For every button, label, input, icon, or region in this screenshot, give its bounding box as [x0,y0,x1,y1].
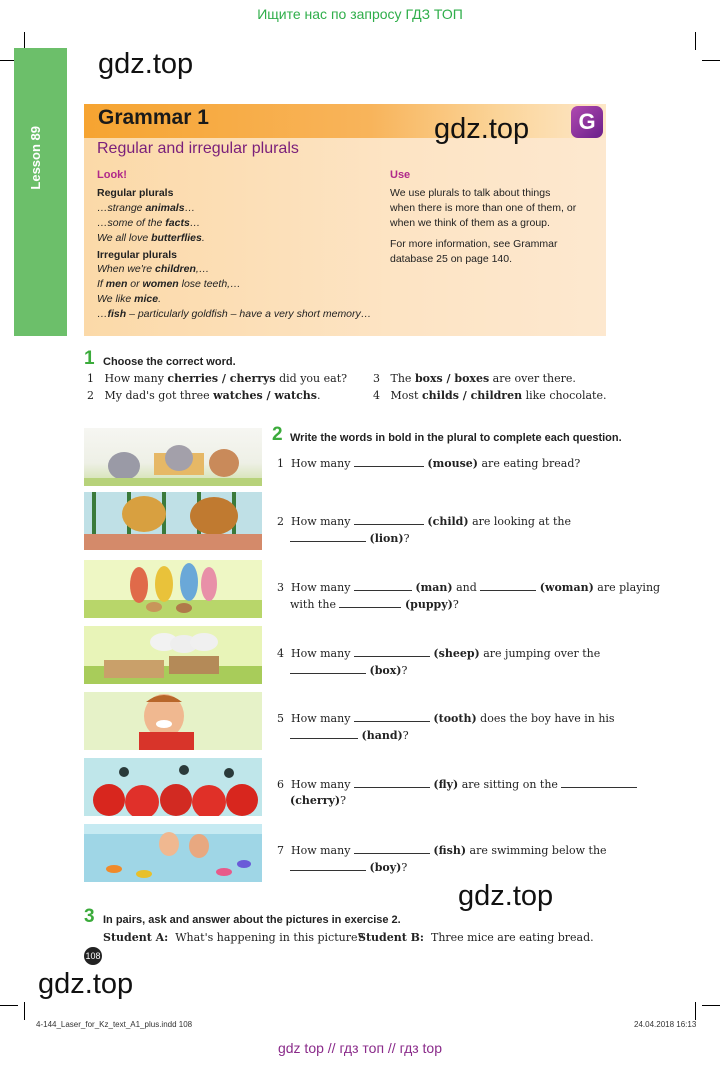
ex2-item-2-line2: (lion)? [290,531,410,545]
irregular-heading: Irregular plurals [97,249,177,261]
regular-line: …strange animals… [97,202,196,214]
ex1-item: 4 Most childs / children like chocolate. [373,389,607,402]
use-line: We use plurals to talk about things [390,187,551,199]
ex2-item-3-line2: with the (puppy)? [290,598,459,611]
ex1-number: 1 [84,348,95,369]
ex2-item-5: 5 How many (tooth) does the boy have in his [277,712,615,725]
footer-file: 4-144_Laser_for_Kz_text_A1_plus.indd 108 [36,1020,193,1029]
grammar-g-icon: G [571,106,603,138]
grammar-subtitle: Regular and irregular plurals [97,140,299,157]
ex2-item-7: 7 How many (fish) are swimming below the [277,844,607,857]
regular-line: We all love butterflies. [97,232,205,244]
ex3-number: 3 [84,906,95,927]
watermark: gdz.top [458,880,554,912]
irregular-line: When we're children,… [97,263,210,275]
grammar-title: Grammar 1 [98,106,209,129]
irregular-line: …fish – particularly goldfish – have a very short memory… [97,308,372,320]
watermark: gdz.top [434,113,530,145]
picture-boy-teeth [84,692,262,750]
regular-line: …some of the facts… [97,217,201,229]
ex3-title: In pairs, ask and answer about the pictures in exercise 2. [103,914,401,926]
ex2-item-1: 1 How many (mouse) are eating bread? [277,457,581,470]
ex2-title: Write the words in bold in the plural to complete each question. [290,432,622,444]
ex2-item-6: 6 How many (fly) are sitting on the [277,777,637,791]
ex3-student-a: Student A: What's happening in this picture? [103,931,364,944]
picture-sheep [84,626,262,684]
watermark: gdz.top [98,48,194,80]
ex1-title: Choose the correct word. [103,356,236,368]
ex2-item-3: 3 How many (man) and (woman) are playing [277,581,661,594]
picture-lions [84,492,262,550]
top-note: Ищите нас по запросу ГДЗ ТОП [257,6,463,22]
use-heading: Use [390,169,411,181]
ex2-item-2: 2 How many (child) are looking at the [277,515,571,528]
ex2-item-7-line2: (boy)? [290,860,407,874]
info-line: database 25 on page 140. [390,253,513,265]
ex2-item-4: 4 How many (sheep) are jumping over the [277,647,601,660]
lesson-tab [14,48,67,336]
bottom-links[interactable]: gdz top // гдз топ // гдз top [277,1040,443,1056]
use-line: when there is more than one of them, or [390,202,577,214]
irregular-line: We like mice. [97,293,162,305]
irregular-line: If men or women lose teeth,… [97,278,241,290]
use-line: when we think of them as a group. [390,217,550,229]
regular-heading: Regular plurals [97,187,174,199]
ex2-item-6-line2: (cherry)? [290,794,346,807]
ex2-number: 2 [272,424,283,445]
picture-cherries-flies [84,758,262,816]
ex1-item: 3 The boxs / boxes are over there. [373,372,576,385]
lesson-tab-label: Lesson 89 [28,126,43,190]
ex1-item: 1 How many cherries / cherrys did you eat? [87,372,348,385]
picture-fish-boys [84,824,262,882]
info-line: For more information, see Grammar [390,238,558,250]
ex3-student-b: Student B: Three mice are eating bread. [358,931,594,944]
ex2-item-5-line2: (hand)? [290,728,409,742]
picture-mice [84,428,262,486]
ex1-item: 2 My dad's got three watches / watchs. [87,389,321,402]
look-heading: Look! [97,169,127,181]
ex2-item-4-line2: (box)? [290,663,407,677]
watermark: gdz.top [38,968,134,1000]
picture-puppies [84,560,262,618]
footer-date: 24.04.2018 16:13 [634,1020,697,1029]
page-number: 108 [84,947,102,965]
